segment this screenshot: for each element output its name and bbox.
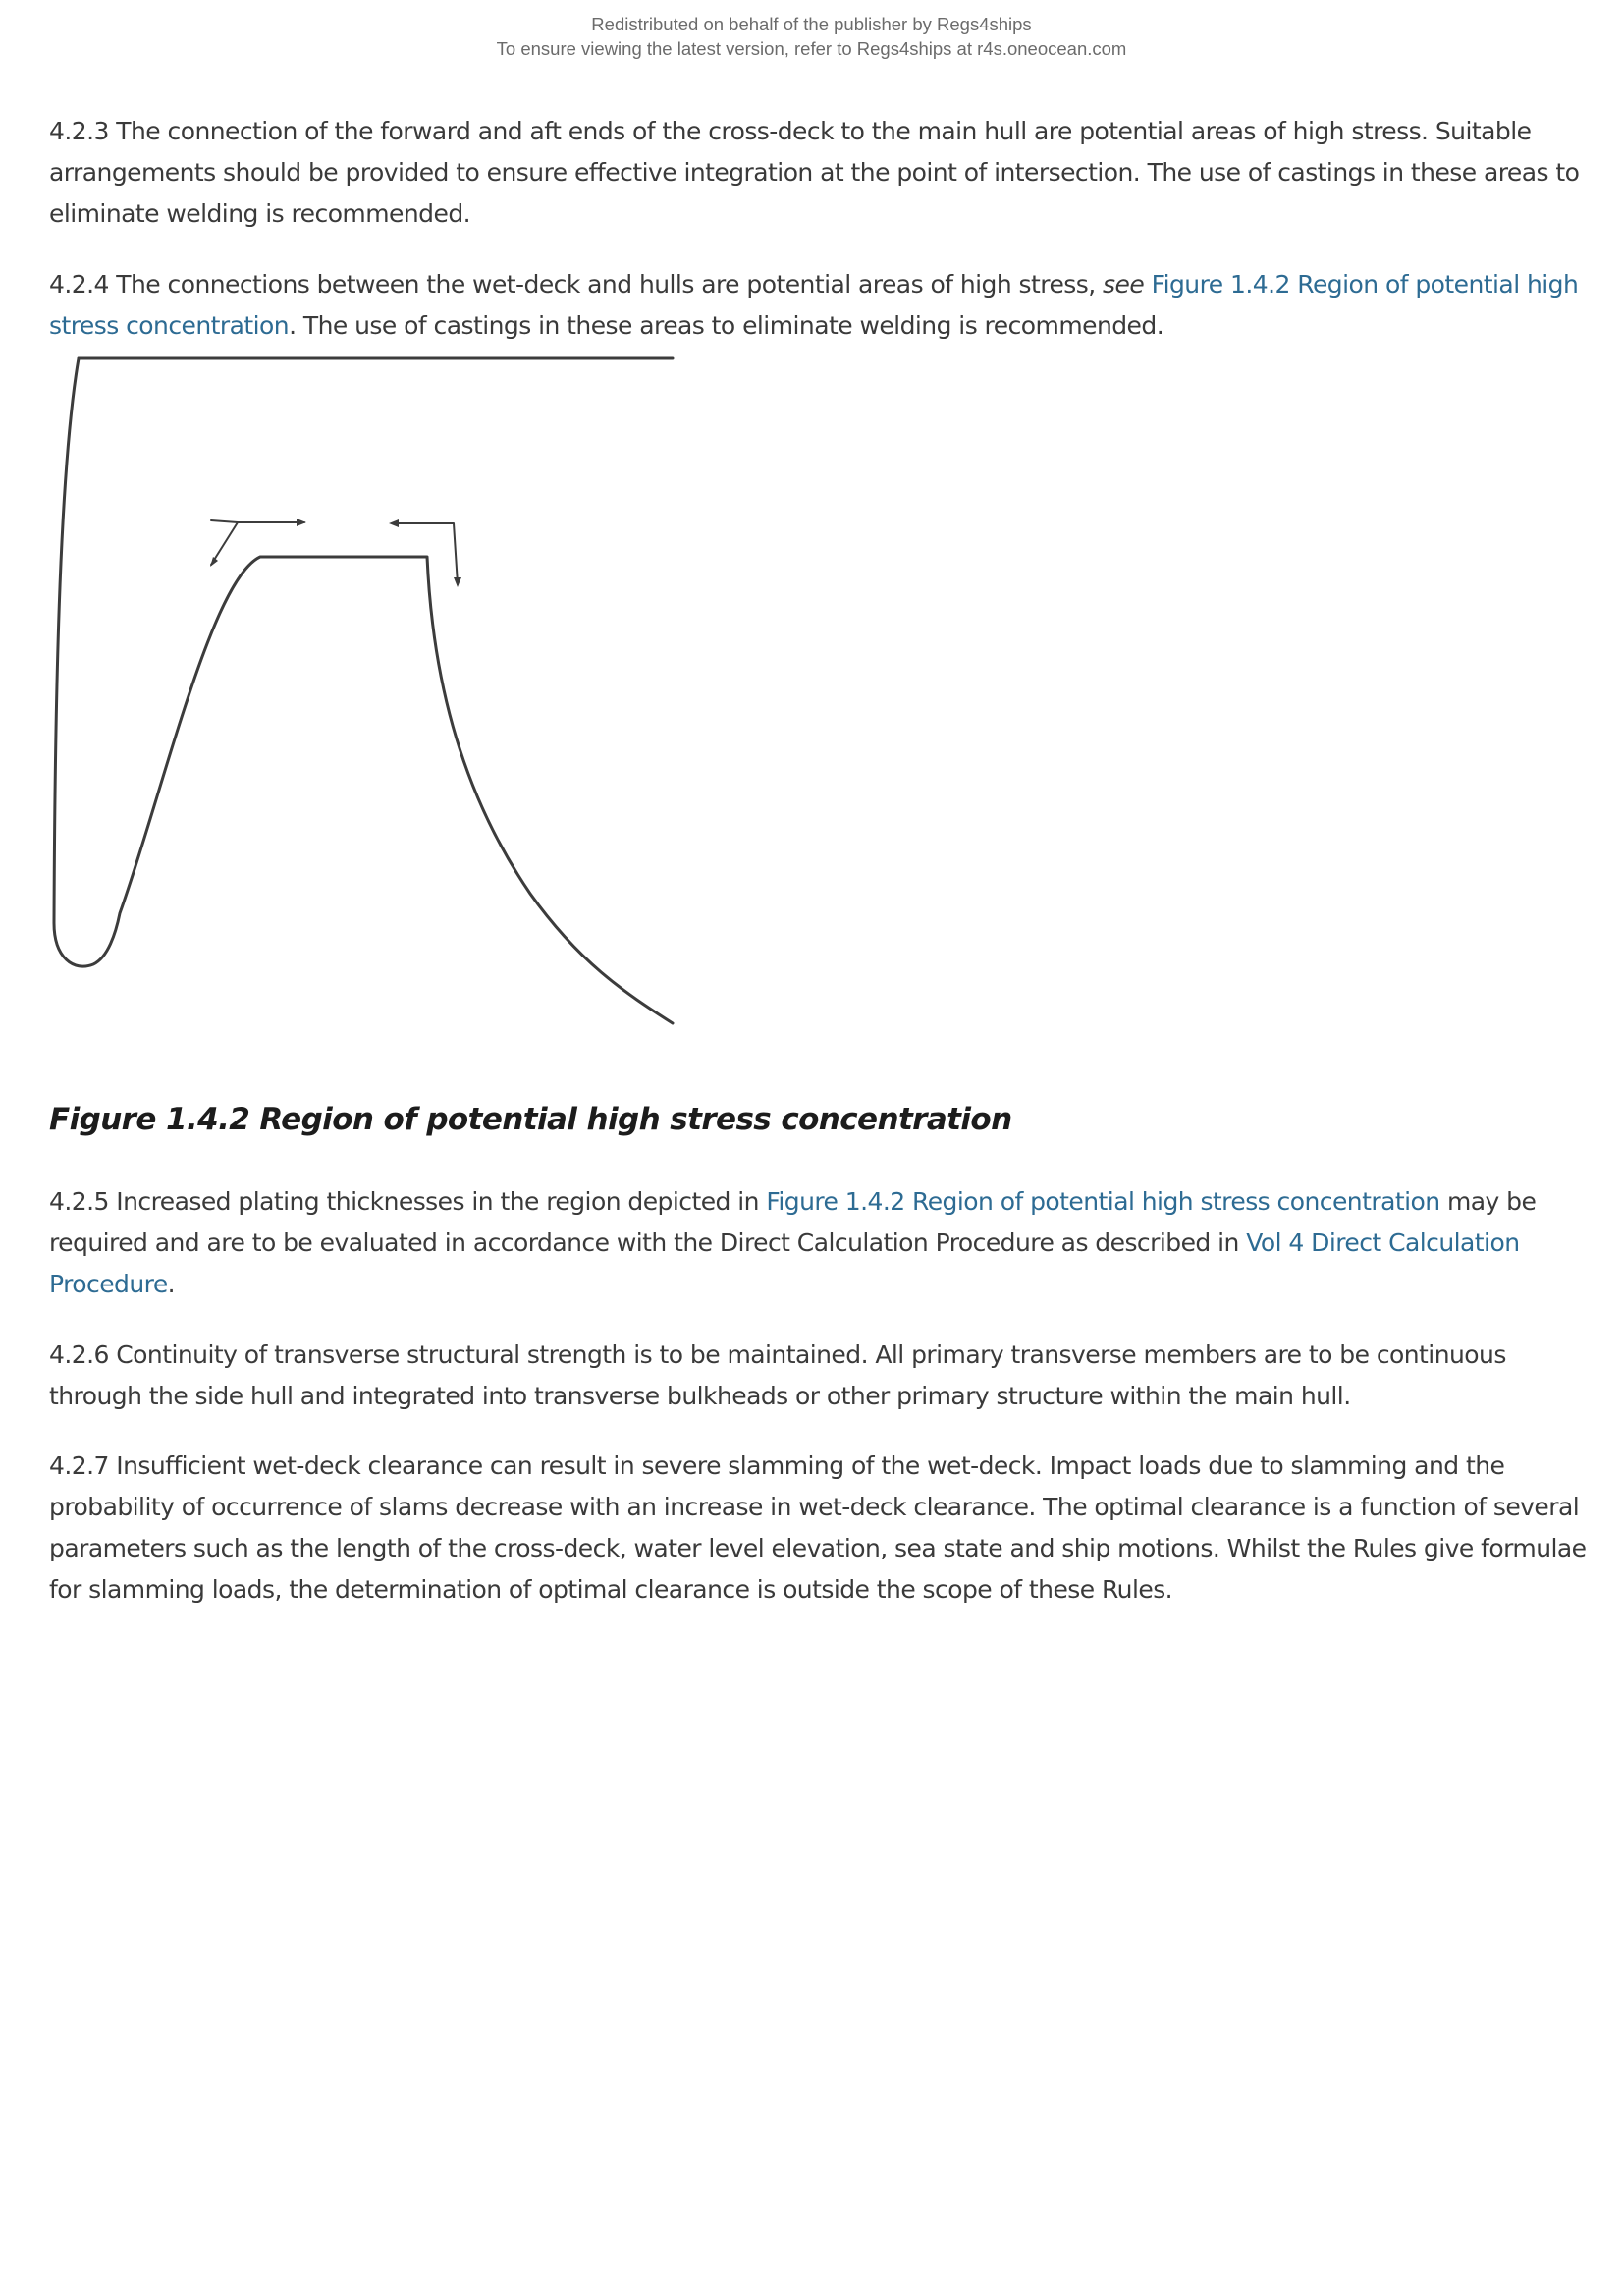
redistribution-line-2: To ensure viewing the latest version, refer to Regs4ships at r4s.oneocean.com [496,38,1127,59]
paragraph-4-2-5-tail: . [167,1270,176,1298]
paragraph-4-2-4-tail: . The use of castings in these areas to eliminate welding is recommended. [289,311,1164,340]
paragraph-4-2-7: 4.2.7 Insufficient wet-deck clearance can result in severe slamming of the wet-deck. Impact loads due to slamming and the probability of occurrence of slams decrease with an increase in wet-deck clearance. The optimal clearance is a function of several parameters such as the length of the cross-deck, water level elevation, sea state and ship motions. Whilst the Rules give formulae for slamming loads, the determination of optimal clearance is outside the scope of these Rules. [49,1451,1587,1604]
arrow-head-right-top [389,519,399,527]
hull-section-figure [0,344,707,1070]
figure-1-4-2-link-2[interactable]: Figure 1.4.2 Region of potential high stress concentration [766,1187,1440,1216]
figure-1-4-2-link[interactable]: Figure 1.4.2 Region of potential high stress concentration [49,270,1579,340]
paragraph-4-2-3: 4.2.3 The connection of the forward and aft ends of the cross-deck to the main hull are potential areas of high stress. Suitable arrangements should be provided to ensure effective integration at the point of intersection. The use of castings in these areas to eliminate welding is recommended. [49,117,1580,228]
stress-arrow-left [211,520,304,522]
arrow-head-right-bottom [454,577,461,587]
paragraph-4-2-4-text: 4.2.4 The connections between the wet-deck and hulls are potential areas of high stress, [49,270,1104,299]
stress-arrow-right [393,523,458,584]
vol-4-direct-calculation-link[interactable]: Vol 4 Direct Calculation Procedure [49,1229,1520,1298]
see-emphasis: see [1103,270,1145,299]
redistribution-line-1: Redistributed on behalf of the publisher by Regs4ships [591,14,1032,34]
stress-arrow-left-tail [211,522,238,565]
paragraph-4-2-5 [49,1181,1591,1305]
arrow-head-left [297,519,306,526]
redistribution-notice [0,12,1623,61]
paragraph-4-2-5-text: 4.2.5 Increased plating thicknesses in the region depicted in [49,1187,767,1216]
paragraph-4-2-5-mid: may be required and are to be evaluated in accordance with the Direct Calculation Procedure as described in [49,1187,1537,1257]
arrow-head-left-tail [210,557,218,567]
paragraph-4-2-4 [49,264,1591,347]
side-hull-outline [54,358,673,1023]
paragraph-4-2-6: 4.2.6 Continuity of transverse structural strength is to be maintained. All primary transverse members are to be continuous through the side hull and integrated into transverse bulkheads or other primary structure within the main hull. [49,1340,1506,1410]
figure-caption: Figure 1.4.2 Region of potential high stress concentration [49,1102,1012,1137]
